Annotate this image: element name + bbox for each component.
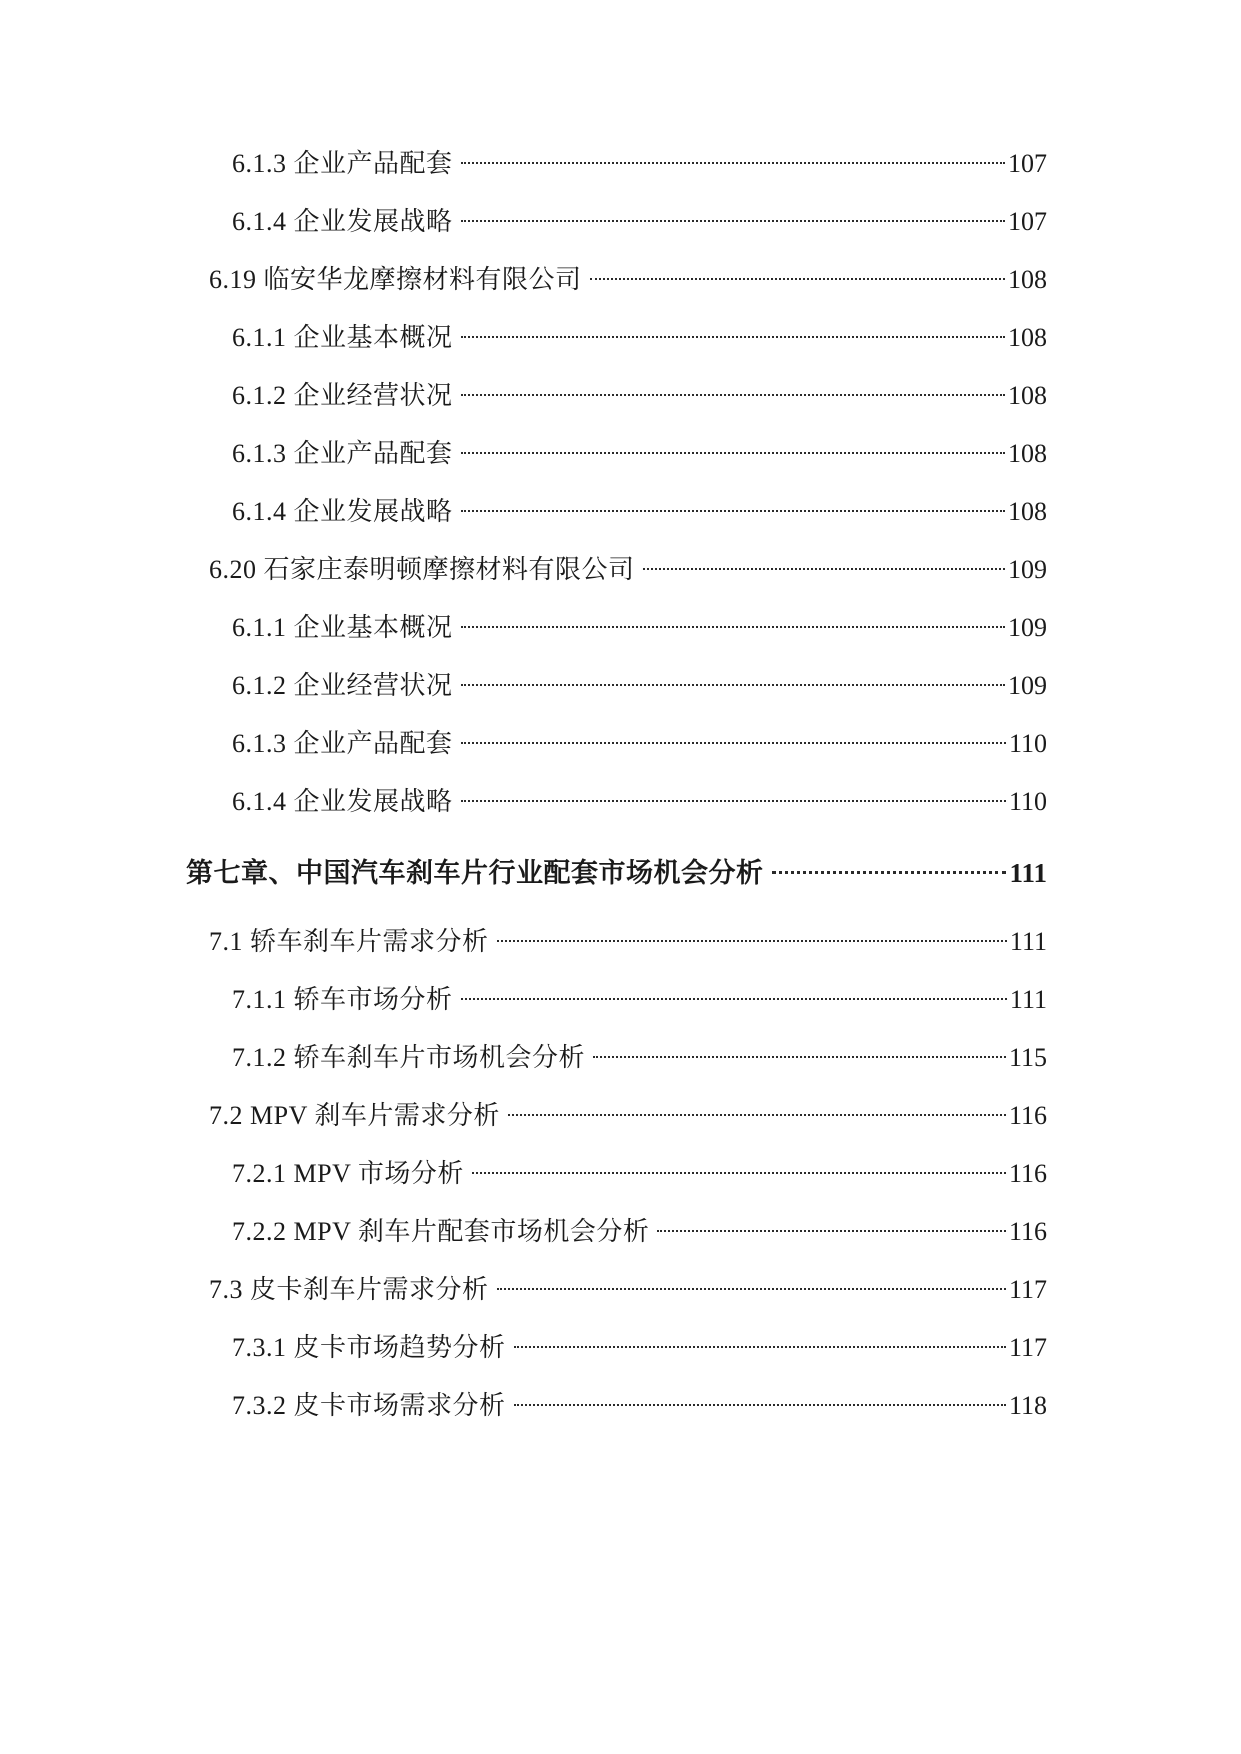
toc-dot-leader: [461, 336, 1005, 338]
toc-entry[interactable]: [232, 318, 1047, 358]
toc-dot-leader: [593, 1056, 1006, 1058]
toc-dot-leader: [461, 684, 1005, 686]
toc-entry-title: 7.1 轿车刹车片需求分析: [209, 927, 489, 956]
toc-dot-leader: [590, 278, 1005, 280]
toc-dot-leader: [461, 510, 1005, 512]
toc-dot-leader: [514, 1404, 1006, 1406]
toc-entry-title: 7.2.2 MPV 刹车片配套市场机会分析: [232, 1217, 650, 1246]
toc-entry-page: 116: [1008, 1101, 1047, 1130]
toc-entry-page: 110: [1008, 787, 1047, 816]
toc-entry-title: 6.1.3 企业产品配套: [232, 149, 453, 178]
toc-entry-title: 7.2.1 MPV 市场分析: [232, 1159, 464, 1188]
toc-entry[interactable]: [232, 1328, 1047, 1368]
toc-entry[interactable]: [232, 980, 1047, 1020]
toc-entry[interactable]: [232, 492, 1047, 532]
toc-dot-leader: [497, 1288, 1006, 1290]
toc-entry-title: 6.1.1 企业基本概况: [232, 323, 453, 352]
toc-entry-page: 118: [1008, 1391, 1047, 1420]
toc-entry-title: 7.1.1 轿车市场分析: [232, 985, 453, 1014]
toc-dot-leader: [657, 1230, 1006, 1232]
toc-dot-leader: [461, 800, 1006, 802]
toc-entry-title: 6.19 临安华龙摩擦材料有限公司: [209, 265, 582, 294]
toc-dot-leader: [508, 1114, 1006, 1116]
toc-dot-leader: [497, 940, 1007, 942]
toc-entry[interactable]: [232, 1154, 1047, 1194]
toc-dot-leader: [514, 1346, 1006, 1348]
toc-entry-page: 108: [1008, 323, 1047, 352]
toc-entry-page: 110: [1008, 729, 1047, 758]
toc-entry[interactable]: [209, 1096, 1047, 1136]
toc-entry[interactable]: [232, 434, 1047, 474]
toc-entry-title: 6.1.4 企业发展战略: [232, 207, 453, 236]
toc-entry[interactable]: [232, 724, 1047, 764]
toc-entry[interactable]: [232, 608, 1047, 648]
toc-dot-leader: [461, 394, 1005, 396]
toc-entry-title: 6.1.2 企业经营状况: [232, 381, 453, 410]
toc-entry[interactable]: [232, 1386, 1047, 1426]
toc-dot-leader: [643, 568, 1005, 570]
toc-entry[interactable]: [209, 550, 1047, 590]
toc-entry[interactable]: [232, 1212, 1047, 1252]
toc-entry-page: 117: [1008, 1333, 1047, 1362]
toc-entry-title: 6.1.4 企业发展战略: [232, 497, 453, 526]
toc-entry-page: 107: [1008, 149, 1047, 178]
toc-entry-page: 116: [1008, 1159, 1047, 1188]
toc-entry-page: 107: [1008, 207, 1047, 236]
toc-entry[interactable]: [232, 144, 1047, 184]
toc-dot-leader: [772, 871, 1007, 874]
toc-entry-page: 109: [1008, 671, 1047, 700]
toc-entry-page: 116: [1008, 1217, 1047, 1246]
toc-entry-title: 6.20 石家庄泰明顿摩擦材料有限公司: [209, 555, 635, 584]
toc-entry[interactable]: [209, 260, 1047, 300]
toc-entry-page: 111: [1009, 858, 1047, 888]
toc-entry[interactable]: [232, 666, 1047, 706]
toc-entry-page: 108: [1008, 497, 1047, 526]
toc-entry-page: 115: [1008, 1043, 1047, 1072]
toc-entry[interactable]: [232, 202, 1047, 242]
toc-entry-title: 6.1.4 企业发展战略: [232, 787, 453, 816]
toc-entry-title: 7.2 MPV 刹车片需求分析: [209, 1101, 500, 1130]
toc-entry[interactable]: [232, 1038, 1047, 1078]
toc-entry-page: 117: [1008, 1275, 1047, 1304]
toc-dot-leader: [461, 162, 1005, 164]
toc-entry-title: 7.3.2 皮卡市场需求分析: [232, 1391, 506, 1420]
toc-entry-title: 6.1.3 企业产品配套: [232, 729, 453, 758]
toc-entry[interactable]: [232, 782, 1047, 822]
toc-dot-leader: [461, 220, 1005, 222]
toc-entry-page: 108: [1008, 439, 1047, 468]
toc-entry-title: 6.1.1 企业基本概况: [232, 613, 453, 642]
toc-chapter-entry[interactable]: [186, 853, 1047, 893]
toc-entry-title: 7.1.2 轿车刹车片市场机会分析: [232, 1043, 586, 1072]
toc-entry-title: 第七章、中国汽车刹车片行业配套市场机会分析: [186, 858, 764, 888]
toc-dot-leader: [461, 452, 1005, 454]
toc-entry[interactable]: [232, 376, 1047, 416]
toc-entry-title: 6.1.3 企业产品配套: [232, 439, 453, 468]
toc-entry-title: 7.3 皮卡刹车片需求分析: [209, 1275, 489, 1304]
toc-entry[interactable]: [209, 1270, 1047, 1310]
toc-dot-leader: [461, 626, 1005, 628]
toc-entry-page: 111: [1009, 927, 1047, 956]
toc-entry-title: 7.3.1 皮卡市场趋势分析: [232, 1333, 506, 1362]
toc-entry-title: 6.1.2 企业经营状况: [232, 671, 453, 700]
toc-dot-leader: [472, 1172, 1006, 1174]
toc-entry-page: 108: [1008, 265, 1047, 294]
toc-entry[interactable]: [209, 922, 1047, 962]
toc-entry-page: 109: [1008, 613, 1047, 642]
toc-dot-leader: [461, 742, 1006, 744]
toc-entry-page: 111: [1009, 985, 1047, 1014]
toc-entry-page: 108: [1008, 381, 1047, 410]
toc-dot-leader: [461, 998, 1007, 1000]
toc-entry-page: 109: [1008, 555, 1047, 584]
